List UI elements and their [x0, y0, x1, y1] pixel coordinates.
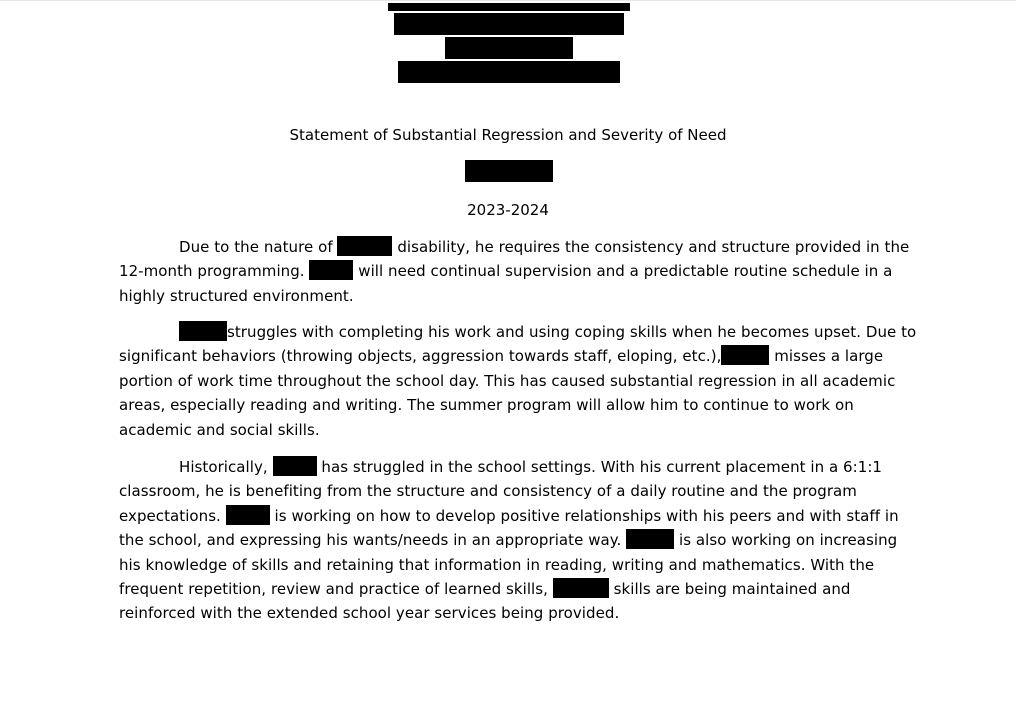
paragraph-line	[119, 284, 909, 308]
text-span: is working on how to develop positive relationships with his peers and with staff in	[274, 506, 899, 525]
redacted-name	[179, 321, 227, 341]
text-span: expectations.	[119, 506, 221, 525]
redacted-letterhead-line-4	[398, 61, 620, 83]
text-span: the school, and expressing his wants/needs in an appropriate way.	[119, 531, 622, 550]
text-span: frequent repetition, review and practice of learned skills,	[119, 580, 548, 599]
text-span: skills are being maintained and	[613, 580, 851, 599]
paragraph-line	[119, 455, 909, 479]
paragraph-line	[119, 418, 909, 442]
text-span: struggles with completing his work and using coping skills when he becomes upset. Due to	[227, 323, 917, 341]
text-span: Due to the nature of	[179, 238, 333, 256]
paragraph-line	[119, 528, 909, 552]
paragraph-3	[119, 455, 909, 626]
redacted-letterhead-line-1	[388, 3, 630, 11]
page-top-border	[0, 0, 1016, 1]
text-span: areas, especially reading and writing. The summer program will allow him to continue to work on	[119, 396, 854, 415]
text-span: will need continual supervision and a predictable routine schedule in a	[358, 262, 893, 281]
text-span: his knowledge of skills and retaining that information in reading, writing and mathematics. With the	[119, 555, 875, 574]
text-span: portion of work time throughout the school day. This has caused substantial regression in all academic	[119, 371, 896, 390]
paragraph-line	[119, 479, 909, 503]
redacted-letterhead-line-2	[394, 13, 624, 35]
paragraph-2	[119, 320, 917, 442]
text-span: classroom, he is benefiting from the structure and consistency of a daily routine and the program	[119, 482, 857, 501]
paragraph-1	[119, 235, 909, 308]
text-span: Historically,	[179, 458, 268, 476]
text-span: disability, he requires the consistency and structure provided in the	[397, 238, 910, 256]
text-span: reinforced with the extended school year services being provided.	[119, 604, 620, 623]
paragraph-line	[119, 577, 909, 601]
redacted-name	[226, 505, 270, 525]
redacted-name	[337, 236, 392, 256]
paragraph-line	[119, 369, 909, 393]
paragraph-line	[119, 344, 909, 368]
paragraph-line	[119, 553, 909, 577]
redacted-name	[626, 529, 674, 549]
text-span: 12-month programming.	[119, 262, 305, 281]
text-span: highly structured environment.	[119, 286, 354, 305]
paragraph-line	[119, 259, 909, 283]
redacted-letterhead-line-3	[445, 37, 573, 59]
text-span: academic and social skills.	[119, 420, 320, 439]
redacted-name	[553, 578, 609, 598]
paragraph-line	[119, 235, 909, 259]
text-span: significant behaviors (throwing objects, aggression towards staff, eloping, etc.),	[119, 347, 722, 366]
school-year: 2023-2024	[467, 201, 549, 219]
paragraph-line	[119, 393, 909, 417]
paragraph-line	[119, 504, 909, 528]
document-title: Statement of Substantial Regression and Severity of Need	[289, 126, 727, 144]
redacted-student-name	[465, 160, 553, 182]
paragraph-line	[119, 320, 917, 344]
text-span: has struggled in the school settings. With his current placement in a 6:1:1	[321, 458, 883, 476]
paragraph-line	[119, 601, 909, 625]
redacted-name	[721, 345, 769, 365]
text-span: misses a large	[774, 347, 884, 366]
text-span: is also working on increasing	[679, 531, 898, 550]
redacted-name	[309, 260, 353, 280]
redacted-name	[273, 456, 317, 476]
